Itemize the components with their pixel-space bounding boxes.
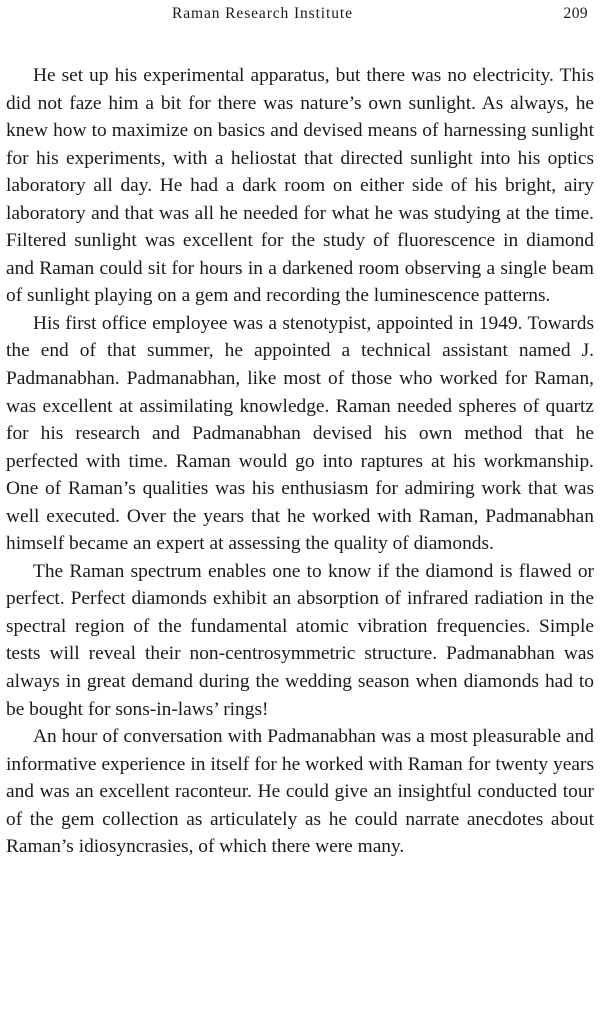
paragraph-heliostat: He set up his experimental apparatus, but there was no electricity. This did not faze him a bit for there was nature’s own sunlight. As always, he knew how to maximize on basics and devised means of harnessing sunlight for his experiments, with a heliostat that directed sunlight into his optics laboratory all day. He had a dark room on either side of his bright, airy laboratory and that was all he needed for what he was studying at the time. Filtered sunlight was excellent for the study of fluorescence in diamond and Raman could sit for hours in a darkened room observing a single beam of sunlight playing on a gem and recording the luminescence patterns. xyxy=(6,65,594,307)
paragraph-raman-spectrum-diamonds: The Raman spectrum enables one to know if the diamond is flawed or perfect. Perfect diamonds exhibit an absorption of infrared radiation in the spectral region of the fundamental atomic vibration frequencies. Simple tests will reveal their non-centrosymmetric structure. Padmanabhan was always in great demand during the wedding season when diamonds had to be bought for sons-in-laws’ rings! xyxy=(6,560,594,720)
running-header xyxy=(0,2,600,26)
body-text xyxy=(6,62,594,861)
paragraph-conversation: An hour of conversation with Padmanabhan was a most pleasurable and informative experience in itself for he worked with Raman for twenty years and was an excellent raconteur. He could give an insightful conducted tour of the gem collection as articulately as he could narrate anecdotes about Raman’s idiosyncrasies, of which there were many. xyxy=(6,726,594,858)
page-number: 209 xyxy=(563,5,588,22)
running-header-title: Raman Research Institute xyxy=(172,5,353,22)
paragraph-padmanabhan-appointment: His first office employee was a stenotypist, appointed in 1949. Towards the end of that summer, he appointed a technical assistant named J. Padmanabhan. Padmanabhan, like most of those who worked for Raman, was excellent at assimilating knowledge. Raman needed spheres of quartz for his research and Padmanabhan devised his own method that he perfected with time. Raman would go into raptures at his workmanship. One of Raman’s qualities was his enthusiasm for admiring work that was well executed. Over the years that he worked with Raman, Padmanabhan himself became an expert at assessing the quality of diamonds. xyxy=(6,312,594,555)
